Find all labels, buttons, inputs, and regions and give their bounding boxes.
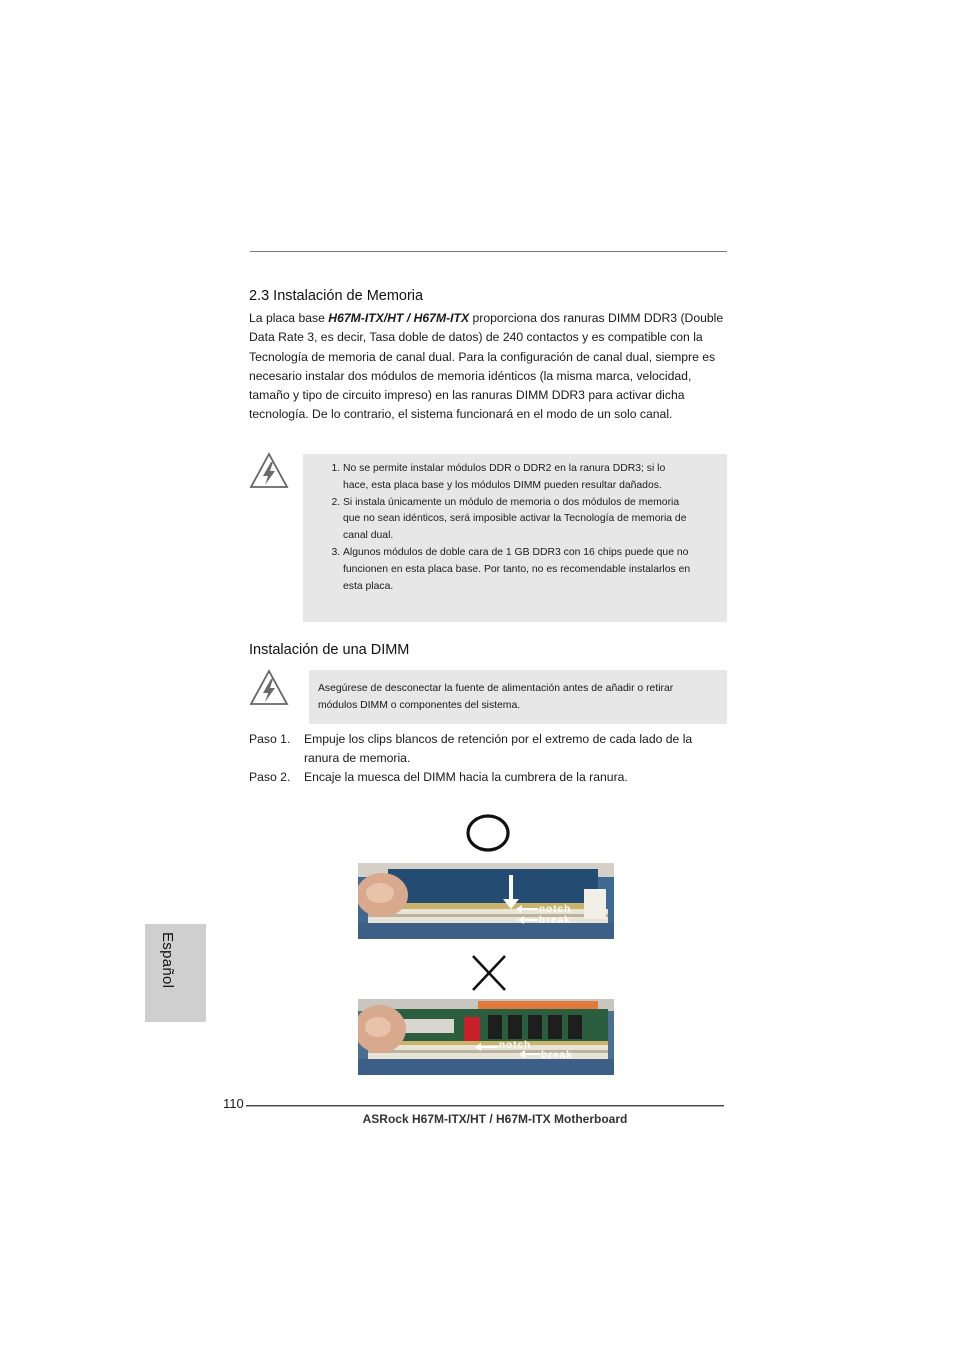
wrong-x-icon bbox=[470, 953, 508, 993]
step-item bbox=[249, 768, 729, 787]
step-item bbox=[249, 730, 729, 768]
language-tab bbox=[145, 924, 206, 1022]
warning-box bbox=[309, 670, 727, 724]
dimm-wrong-photo bbox=[358, 999, 614, 1075]
step-label: Paso 2. bbox=[249, 770, 291, 784]
caution-icon bbox=[249, 669, 289, 707]
note-list bbox=[303, 461, 693, 595]
note-item: 3. Algunos módulos de doble cara de 1 GB DDR3 con 16 chips puede que no funcionen en esta placa base. Por tanto, no es recomendable instalarlos en esta placa. bbox=[343, 545, 693, 595]
page-number: 110 bbox=[223, 1096, 244, 1111]
warning-text: Asegúrese de desconectar la fuente de alimentación antes de añadir o retirar módulos DIMM o componentes del sistema. bbox=[318, 683, 674, 711]
note-box bbox=[303, 454, 727, 622]
step-text: Empuje los clips blancos de retención por el extremo de cada lado de la ranura de memoria. bbox=[304, 732, 693, 765]
footer-rule bbox=[246, 1105, 724, 1107]
intro-after: proporciona dos ranuras DIMM DDR3 (Double Data Rate 3, es decir, Tasa doble de datos) de 240 contactos y es compatible con la Tecnología de memoria de canal dual. Para la configuración de canal dual, siempre es necesario instalar dos módulos de memoria idénticos (la misma marca, velocidad, tamaño y tipo de circuito impreso) en las ranuras DIMM DDR3 para activar dicha tecnología. De lo contrario, el sistema funcionará en el modo de un solo canal. bbox=[249, 311, 724, 422]
break-label: break bbox=[541, 1050, 573, 1061]
correct-circle-icon bbox=[464, 812, 512, 854]
notch-label: notch bbox=[499, 1040, 532, 1051]
intro-paragraph bbox=[249, 309, 727, 425]
step-label: Paso 1. bbox=[249, 732, 291, 746]
notch-label: notch bbox=[539, 904, 572, 915]
caution-icon bbox=[249, 452, 289, 490]
intro-before: La placa base bbox=[249, 311, 329, 325]
break-label: break bbox=[539, 915, 571, 926]
dimm-title: Instalación de una DIMM bbox=[249, 642, 410, 658]
section-title: 2.3 Instalación de Memoria bbox=[249, 288, 424, 304]
language-label: Español bbox=[159, 932, 176, 989]
step-text: Encaje la muesca del DIMM hacia la cumbrera de la ranura. bbox=[304, 770, 628, 784]
header-rule bbox=[250, 251, 727, 252]
step-list bbox=[249, 730, 729, 787]
model-name: H67M-ITX/HT / H67M-ITX bbox=[328, 311, 470, 325]
dimm-correct-photo bbox=[358, 863, 614, 939]
note-item: 1. No se permite instalar módulos DDR o DDR2 en la ranura DDR3; si lo hace, esta placa base y los módulos DIMM pueden resultar dañados. bbox=[343, 461, 693, 495]
note-item: 2. Si instala únicamente un módulo de memoria o dos módulos de memoria que no sean idénticos, será imposible activar la Tecnología de memoria de canal dual. bbox=[343, 495, 693, 545]
footer-title: ASRock H67M-ITX/HT / H67M-ITX Motherboard bbox=[362, 1112, 628, 1126]
